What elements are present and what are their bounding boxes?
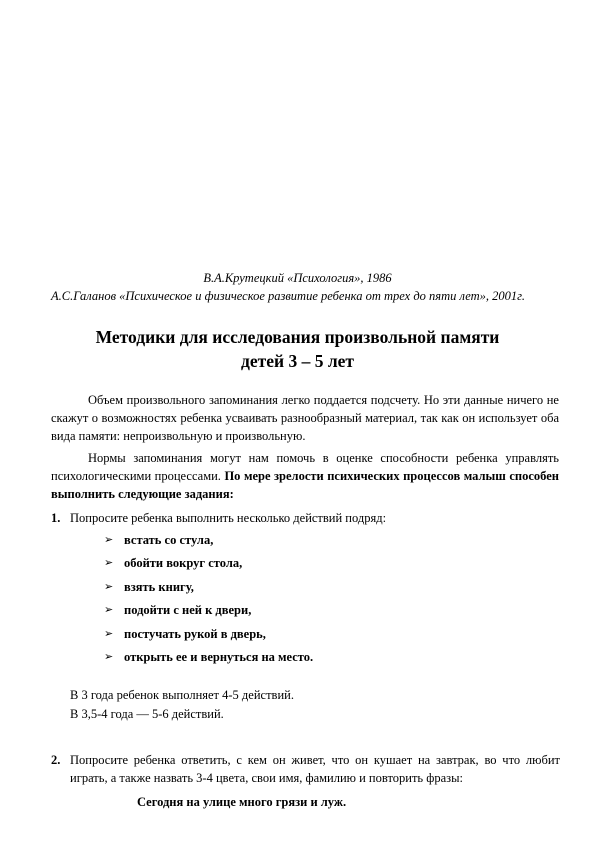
title-line-2: детей 3 – 5 лет [241, 351, 354, 371]
paragraph-norms [51, 449, 559, 503]
list-item-text: открыть ее и вернуться на место. [124, 649, 314, 664]
list-item-text: постучать рукой в дверь, [124, 626, 266, 641]
paragraph-norms-plain: Нормы запоминания могут нам помочь в оценке способности ребенка управлять психологическими процессами. [51, 451, 559, 483]
list-item-text: обойти вокруг стола, [124, 556, 243, 571]
list-item [104, 554, 313, 577]
reference-galanov: А.С.Галанов «Психическое и физическое развитие ребенка от трех до пяти лет», 2001г. [51, 289, 525, 303]
arrow-bullet-icon: ➢ [104, 557, 114, 570]
list-item [104, 648, 313, 671]
list-item-text: взять книгу, [124, 579, 194, 594]
arrow-bullet-icon: ➢ [104, 580, 114, 593]
page-title [0, 325, 595, 373]
paragraph-norms-bold: По мере зрелости психических процессов малыш способен выполнить следующие задания: [51, 469, 559, 501]
list-item [104, 625, 313, 648]
arrow-bullet-icon: ➢ [104, 650, 114, 663]
paragraph-intro [51, 391, 559, 445]
list-item-text: подойти с ней к двери, [124, 603, 252, 618]
arrow-bullet-icon: ➢ [104, 534, 114, 546]
repeat-phrase: Сегодня на улице много грязи и луж. [137, 795, 347, 809]
task-1-number: 1. [51, 511, 61, 525]
task-2-text: Попросите ребенка ответить, с кем он живет, что он кушает на завтрак, во что любит играть, а также назвать 3-4 цвета, свои имя, фамилию и повторить фразы: [70, 753, 560, 785]
norm-age-3: В 3 года ребенок выполняет 4-5 действий. [70, 688, 294, 702]
arrow-bullet-icon: ➢ [104, 604, 114, 617]
norm-age-3-5: В 3,5-4 года — 5-6 действий. [70, 707, 224, 721]
paragraph-intro-text: Объем произвольного запоминания легко поддается подсчету. Но эти данные ничего не скажут о возможностях ребенка усваивать разнообразный материал, так как он использует оба вида памяти: непроизвольную и произвольную. [51, 393, 559, 443]
list-item [104, 531, 313, 554]
list-item-text: встать со стула, [124, 533, 214, 547]
list-item [104, 578, 313, 601]
title-line-1: Методики для исследования произвольной памяти [95, 327, 500, 347]
task-1-text: Попросите ребенка выполнить несколько действий подряд: [70, 511, 387, 525]
reference-krutetsky: В.А.Крутецкий «Психология», 1986 [203, 271, 392, 285]
arrow-bullet-icon: ➢ [104, 627, 114, 640]
task-2-number: 2. [51, 753, 61, 767]
list-item [104, 601, 313, 624]
action-list [104, 531, 313, 671]
